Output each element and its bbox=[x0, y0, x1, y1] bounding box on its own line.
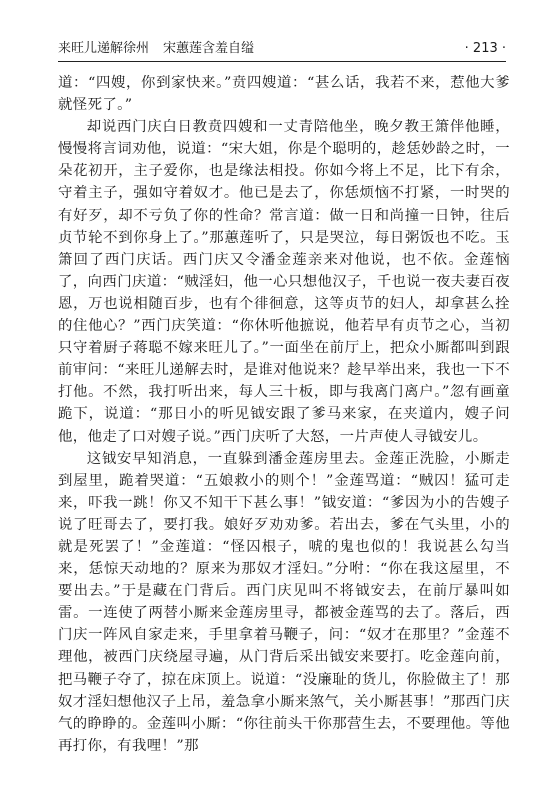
chapter-title: 来旺儿递解徐州 bbox=[58, 41, 150, 56]
body-text bbox=[58, 72, 510, 757]
running-header bbox=[58, 38, 506, 60]
paragraph-continuation: 道：“四嫂，你到家快来。”贲四嫂道：“甚么话，我若不来，惹他大爹就怪死了。” bbox=[58, 75, 510, 114]
header-divider bbox=[58, 61, 506, 62]
page-number: · 213 · bbox=[464, 41, 506, 56]
chapter-subtitle: 宋蕙莲含羞自缢 bbox=[163, 41, 255, 56]
paragraph: 却说西门庆白日教贲四嫂和一丈青陪他坐，晚夕教王箫伴他睡，慢慢将言词劝他，说道：“宋大姐，你是个聪明的，趁恁妙龄之时，一朵花初开，主子爱你，也是缘法相投。你如今将上不足，比下有余，守着主子，强如守着奴才。他已是去了，你恁烦恼不打紧，一时哭的有好歹，却不亏负了你的性命？常言道：做一日和尚撞一日钟，往后贞节轮不到你身上了。”那蕙莲听了，只是哭泣，每日粥饭也不吃。玉箫回了西门庆话。西门庆又令潘金莲亲来对他说，也不依。金莲恼了，向西门庆道：“贼淫妇，他一心只想他汉子，千也说一夜夫妻百夜恩，万也说相随百步，也有个徘徊意，这等贞节的妇人，却拿甚么拴的住他心？”西门庆笑道：“你休听他摭说，他若早有贞节之心，当初只守着厨子蒋聪不嫁来旺儿了。”一面坐在前厅上，把众小厮都叫到跟前审问：“来旺儿递解去时，是谁对他说来？趁早举出来，我也一下不打他。不然，我打听出来，每人三十板，即与我离门离户。”忽有画童跪下，说道：“那日小的听见钺安跟了爹马来家，在夹道内，嫂子问他，他走了口对嫂子说。”西门庆听了大怒，一片声使人寻钺安儿。 bbox=[58, 119, 510, 445]
running-title bbox=[58, 38, 254, 60]
paragraph: 这钺安早知消息，一直躲到潘金莲房里去。金莲正洗脸，小厮走到屋里，跪着哭道：“五娘救小的则个！”金莲骂道：“贼囚！猛可走来，吓我一跳！你又不知干下甚么事！”钺安道：“爹因为小的告嫂子说了旺哥去了，要打我。娘好歹劝劝爹。若出去，爹在气头里，小的就是死罢了！”金莲道：“怪囚根子，唬的鬼也似的！我说甚么勾当来，恁惊天动地的？原来为那奴才淫妇。”分咐：“你在我这屋里，不要出去。”于是藏在门背后。西门庆见叫不将钺安去，在前厅暴叫如雷。一连使了两替小厮来金莲房里寻，都被金莲骂的去了。落后，西门庆一阵风自家走来，手里拿着马鞭子，问：“奴才在那里？”金莲不理他，被西门庆绕屋寻遍，从门背后采出钺安来要打。吃金莲向前，把马鞭子夺了，掠在床顶上。说道：“没廉耻的货儿，你脸做主了！那奴才淫妇想他汉子上吊，羞急拿小厮来煞气，关小厮甚事！”那西门庆气的睁睁的。金莲叫小厮：“你往前头干你那营生去，不要理他。等他再打你，有我哩！”那 bbox=[58, 450, 510, 754]
